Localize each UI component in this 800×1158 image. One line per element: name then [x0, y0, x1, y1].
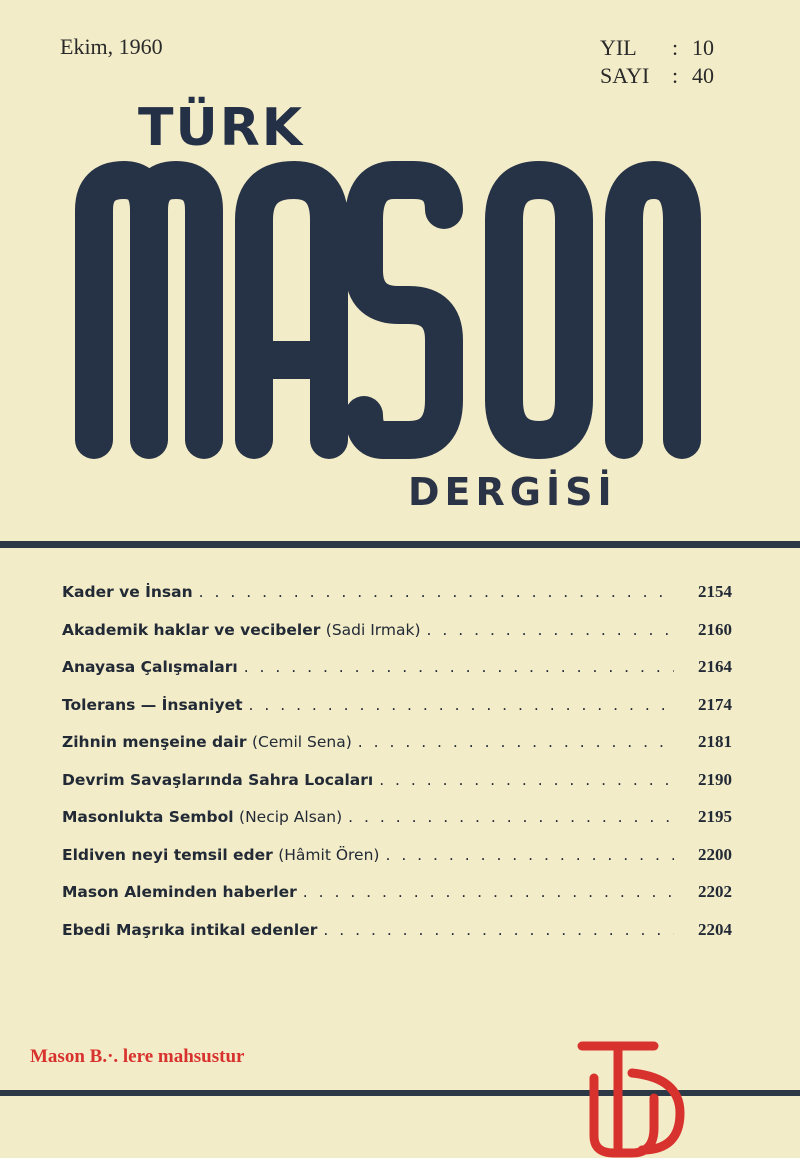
toc-title: Mason Aleminden haberler — [62, 883, 297, 901]
year-separator: : — [672, 35, 679, 60]
toc-leader-dots — [323, 921, 674, 939]
toc-page-number: 2174 — [698, 694, 732, 714]
toc-page-number: 2164 — [698, 657, 732, 676]
toc-title: Ebedi Maşrıka intikal edenler — [62, 920, 318, 939]
toc-page-number: 2202 — [698, 882, 732, 901]
year-line — [600, 34, 722, 62]
toc-leader-dots — [303, 883, 674, 901]
toc-leader-dots — [379, 771, 674, 789]
toc-page-number: 2154 — [698, 582, 732, 601]
toc-row — [62, 770, 732, 808]
toc-page-number: 2190 — [698, 769, 732, 789]
toc-row — [62, 845, 732, 883]
toc-row — [62, 920, 732, 958]
toc-leader-dots — [427, 621, 674, 639]
toc-row — [62, 695, 732, 733]
toc-title: Eldiven neyi temsil eder (Hâmit Ören) — [62, 845, 380, 864]
toc-row — [62, 620, 732, 658]
toc-page-number: 2200 — [698, 844, 732, 864]
toc-author: (Hâmit Ören) — [278, 845, 380, 864]
masthead-dergisi: DERGİSİ — [408, 470, 617, 514]
toc-page-number: 2160 — [698, 619, 732, 639]
year-label: YIL — [600, 35, 637, 60]
toc-author: (Sadi Irmak) — [325, 620, 421, 639]
toc-row — [62, 657, 732, 695]
toc-leader-dots — [348, 808, 674, 826]
toc-row — [62, 582, 732, 620]
issue-separator: : — [672, 63, 679, 88]
toc-title: Masonlukta Sembol (Necip Alsan) — [62, 808, 343, 826]
toc-title: Kader ve İnsan — [62, 583, 193, 601]
toc-leader-dots — [385, 846, 674, 864]
toc-row — [62, 807, 732, 845]
table-of-contents — [62, 582, 732, 957]
footer-restriction-note: Mason B.·. lere mahsustur — [30, 1046, 245, 1067]
toc-page-number: 2195 — [698, 807, 732, 826]
toc-page-number: 2204 — [698, 919, 732, 939]
toc-author: (Cemil Sena) — [251, 733, 352, 751]
issue-line — [600, 62, 722, 90]
toc-leader-dots — [358, 733, 674, 751]
tmd-emblem-logo — [562, 1018, 702, 1158]
toc-title: Zihnin menşeine dair (Cemil Sena) — [62, 733, 352, 751]
year-value: 10 — [692, 35, 714, 60]
issue-info — [600, 34, 722, 90]
toc-leader-dots — [199, 583, 674, 601]
toc-page-number: 2181 — [698, 732, 732, 751]
issue-date: Ekim, 1960 — [60, 34, 163, 59]
toc-row — [62, 732, 732, 770]
toc-leader-dots — [244, 658, 674, 676]
issue-label: SAYI — [600, 63, 650, 88]
toc-author: (Necip Alsan) — [239, 808, 343, 826]
top-divider — [0, 541, 800, 548]
toc-title: Tolerans — İnsaniyet — [62, 695, 243, 714]
issue-value: 40 — [692, 63, 714, 88]
toc-leader-dots — [249, 696, 674, 714]
toc-title: Anayasa Çalışmaları — [62, 658, 238, 676]
toc-title: Akademik haklar ve vecibeler (Sadi Irmak) — [62, 620, 421, 639]
toc-title: Devrim Savaşlarında Sahra Locaları — [62, 770, 374, 789]
masthead-mason-logo — [64, 150, 714, 460]
masthead-turk: TÜRK — [138, 98, 305, 158]
toc-row — [62, 882, 732, 920]
